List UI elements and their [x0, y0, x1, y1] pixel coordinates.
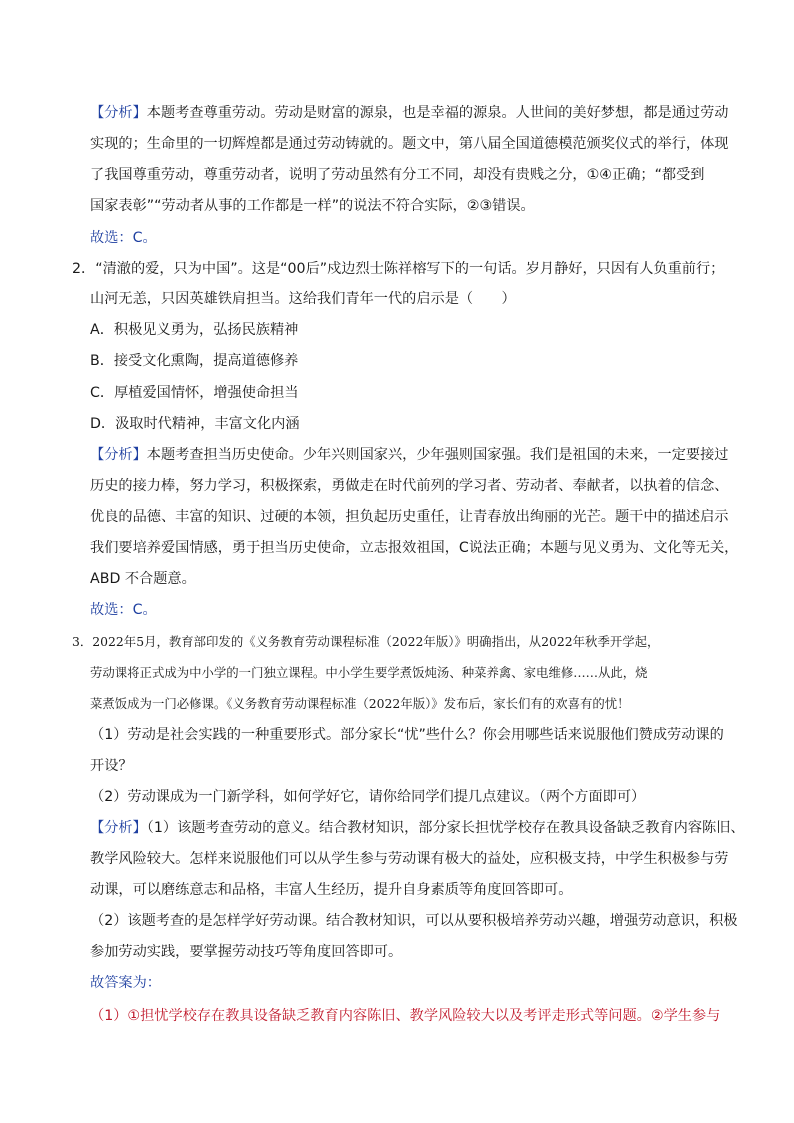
q1-analysis-label: 【分析】: [90, 105, 147, 121]
q2-analysis-line-3: 优良的品德、丰富的知识、过硬的本领，担负起历史重任，让青春放出绚丽的光芒。题干中的描述启示: [90, 509, 729, 525]
q2-stem-line-1: 2．“清澈的爱，只为中国”。这是“00后”戍边烈士陈祥榕写下的一句话。岁月静好，只因有人负重前行；: [72, 261, 725, 277]
q2-option-b: B．接受文化熏陶，提高道德修养: [90, 353, 299, 369]
q3-sub1-line-1: （1）劳动是社会实践的一种重要形式。部分家长“忧”些什么？你会用哪些话来说服他们赞成劳动课的: [90, 727, 724, 743]
q2-analysis-line-2: 历史的接力棒，努力学习，积极探索，勇做走在时代前列的学习者、劳动者、奉献者，以执着的信念、: [90, 478, 729, 494]
q1-analysis-line-2: 实现的；生命里的一切辉煌都是通过劳动铸就的。题文中，第八届全国道德模范颁奖仪式的举行，体现: [90, 136, 729, 152]
q3-analysis-label: 【分析】: [90, 820, 147, 836]
q2-option-d: D．汲取时代精神，丰富文化内涵: [90, 416, 300, 432]
q1-analysis-line-3: 了我国尊重劳动，尊重劳动者，说明了劳动虽然有分工不同，却没有贵贱之分，①④正确；“都受到: [90, 167, 705, 183]
q1-analysis-line-4: 国家表彰”“劳动者从事的工作都是一样”的说法不符合实际，②③错误。: [90, 198, 535, 214]
q2-analysis-line-1: 【分析】本题考查担当历史使命。少年兴则国家兴，少年强则国家强。我们是祖国的未来，一定要接过: [90, 447, 729, 463]
q3-sub2: （2）劳动课成为一门新学科，如何学好它，请你给同学们提几点建议。（两个方面即可）: [90, 789, 646, 805]
q2-option-a: A．积极见义勇为，弘扬民族精神: [90, 322, 299, 338]
q3-answer-label: 故答案为：: [90, 975, 161, 991]
q3-analysis-line-2: 教学风险较大。怎样来说服他们可以从学生参与劳动课有极大的益处，应积极支持，中学生积极参与劳: [90, 851, 729, 867]
q2-analysis-line-4: 我们要培养爱国情感，勇于担当历史使命，立志报效祖国，C说法正确；本题与见义勇为、文化等无关，: [90, 540, 739, 556]
q3-stem-line-1: 3．2022年5月，教育部印发的《义务教育劳动课程标准（2022年版）》明确指出，从2022年秋季开学起，: [72, 634, 660, 649]
q2-answer: 故选：C。: [90, 602, 157, 618]
q3-sub1-line-2: 开设？: [90, 758, 133, 774]
q3-answer-line-1: （1）①担忧学校存在教具设备缺乏教育内容陈旧、教学风险较大以及考评走形式等问题。②学生参与: [90, 1008, 721, 1024]
q3-stem-line-2: 劳动课将正式成为中小学的一门独立课程。中小学生要学煮饭炖汤、种菜养禽、家电维修……从此，烧: [90, 665, 648, 680]
q2-stem-line-2: 山河无恙，只因英雄铁肩担当。这给我们青年一代的启示是（ ）: [90, 291, 516, 307]
q2-option-c: C．厚植爱国情怀，增强使命担当: [90, 385, 299, 401]
q2-analysis-line-5: ABD 不合题意。: [90, 571, 196, 587]
q3-analysis-line-5: 参加劳动实践，要掌握劳动技巧等角度回答即可。: [90, 944, 403, 960]
q1-answer: 故选：C。: [90, 230, 157, 246]
q1-analysis-line-1: 【分析】本题考查尊重劳动。劳动是财富的源泉，也是幸福的源泉。人世间的美好梦想，都是通过劳动: [90, 105, 729, 121]
q2-analysis-label: 【分析】: [90, 447, 147, 463]
q3-analysis-line-3: 动课，可以磨练意志和品格，丰富人生经历，提升自身素质等角度回答即可。: [90, 882, 573, 898]
q3-stem-line-3: 菜煮饭成为一门必修课。《义务教育劳动课程标准（2022年版）》发布后，家长们有的欢喜有的忧！: [90, 696, 630, 711]
q3-analysis-line-4: （2）该题考查的是怎样学好劳动课。结合教材知识，可以从要积极培养劳动兴趣，增强劳动意识，积极: [90, 913, 738, 929]
q3-analysis-line-1: 【分析】（1）该题考查劳动的意义。结合教材知识，部分家长担忧学校存在教具设备缺乏教育内容陈旧、: [90, 820, 745, 836]
